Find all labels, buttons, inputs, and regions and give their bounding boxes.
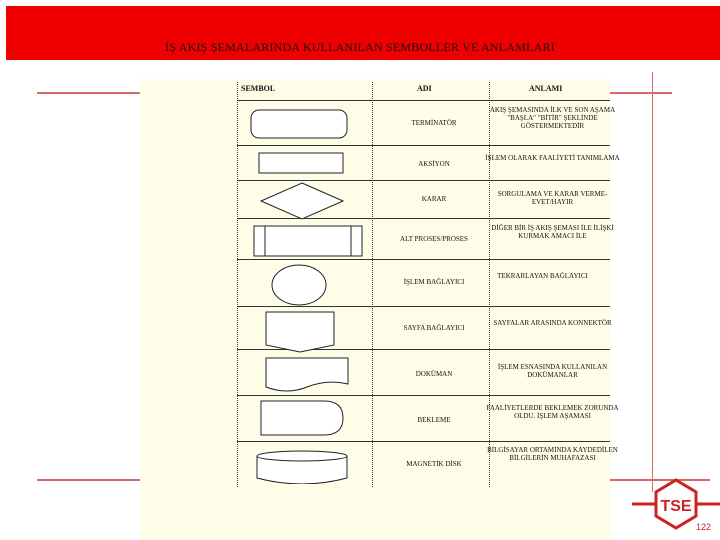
row-separator <box>237 441 610 442</box>
symbol-name: SAYFA BAĞLAYICI <box>403 324 465 332</box>
symbol-meaning: SAYFALAR ARASINDA KONNEKTÖR <box>493 319 612 327</box>
slide-title: İŞ AKIŞ ŞEMALARINDA KULLANILAN SEMBOLLER VE ANLAMLARI <box>165 40 555 54</box>
symbol-meaning: TEKRARLAYAN BAĞLAYICI <box>497 272 588 280</box>
document-symbol <box>265 357 349 393</box>
symbol-meaning: DİĞER BİR İŞ AKIŞ ŞEMASI İLE İLİŞKİ KURMAK AMACI İLE <box>491 224 614 240</box>
header-meaning: ANLAMI <box>529 84 563 93</box>
symbol-meaning: SORGULAMA VE KARAR VERME- EVET/HAYIR <box>497 190 608 206</box>
row-separator <box>237 180 610 181</box>
row-separator <box>237 306 610 307</box>
magnetic-disk-symbol <box>256 450 348 484</box>
symbol-name: BEKLEME <box>417 416 451 424</box>
row-separator <box>237 145 610 146</box>
page-number: 122 <box>696 522 712 532</box>
divider-right-top <box>610 92 672 94</box>
symbol-name: DOKÜMAN <box>415 370 453 378</box>
symbol-name: AKSİYON <box>418 160 450 168</box>
divider-left-top <box>37 92 140 94</box>
subprocess-symbol <box>253 225 363 257</box>
delay-symbol <box>260 400 344 436</box>
logo-text: TSE <box>660 498 692 515</box>
column-separator <box>372 82 373 487</box>
offpage-connector-symbol <box>265 311 335 353</box>
process-symbol <box>258 152 344 174</box>
row-separator <box>237 395 610 396</box>
symbol-meaning: AKIŞ ŞEMASINDA İLK VE SON AŞAMA "BAŞLA" "BİTİR" ŞEKLİNDE GÖSTERMEKTEDİR <box>489 106 616 130</box>
terminator-symbol <box>250 109 348 139</box>
header-symbol: SEMBOL <box>241 84 276 93</box>
column-separator <box>237 82 238 487</box>
symbol-name: ALT PROSES/PROSES <box>400 235 468 243</box>
symbol-meaning: BİLGİSAYAR ORTAMINDA KAYDEDİLEN BİLGİLERİN MUHAFAZASI <box>487 446 618 462</box>
decision-symbol <box>260 182 344 220</box>
connector-symbol <box>271 264 327 306</box>
divider-vertical <box>652 72 653 492</box>
divider-left-bottom <box>37 479 140 481</box>
symbol-meaning: FAALİYETLERDE BEKLEMEK ZORUNDA OLDU. İŞLEM AŞAMASI <box>486 404 619 420</box>
symbol-name: TERMİNATÖR <box>411 119 457 127</box>
row-separator <box>237 259 610 260</box>
symbol-meaning: İŞLEM ESNASINDA KULLANILAN DOKÜMANLAR <box>497 363 608 379</box>
symbol-name: KARAR <box>421 195 447 203</box>
column-separator <box>489 82 490 487</box>
row-separator <box>237 100 610 101</box>
symbol-meaning: İŞLEM OLARAK FAALİYETİ TANIMLAMA <box>485 154 620 162</box>
symbol-name: İŞLEM BAĞLAYICI <box>403 278 465 286</box>
header-name: ADI <box>417 84 432 93</box>
symbol-name: MAGNETİK DİSK <box>406 460 462 468</box>
